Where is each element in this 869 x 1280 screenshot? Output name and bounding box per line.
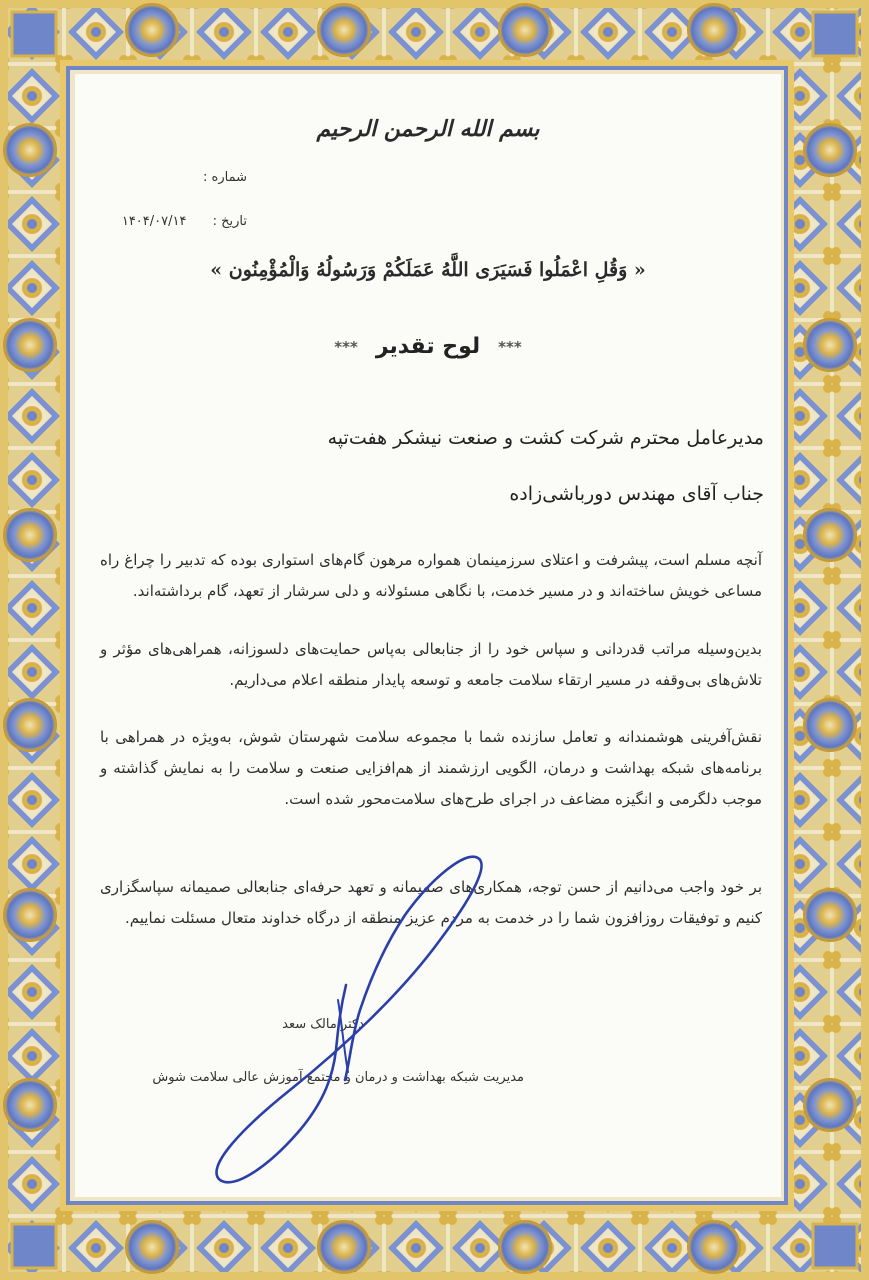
- body-paragraph-3: نقش‌آفرینی هوشمندانه و تعامل سازنده شما با مجموعه سلامت شهرستان شوش، به‌ویژه در همراهی با برنامه‌های شبکه بهداشت و درمان، الگویی ارزشمند از هم‌افزایی صنعت و سلامت را به نمایش گذاشته و موجب دلگرمی و انگیزه مضاعف در اجرای طرح‌های سلامت‌محور شده است.: [100, 728, 762, 808]
- body-paragraph-2: بدین‌وسیله مراتب قدردانی و سپاس خود را از جنابعالی به‌پاس حمایت‌های دلسوزانه، همراهی‌های مؤثر و تلاش‌های بی‌وقفه در مسیر ارتقاء سلامت جامعه و توسعه پایدار منطقه اعلام می‌داریم.: [100, 640, 762, 689]
- date-label: تاریخ :: [212, 214, 247, 229]
- recipient-name: جناب آقای مهندس دورباشی‌زاده: [509, 483, 764, 505]
- title-text: لوح تقدیر: [375, 334, 481, 359]
- basmala-heading: بسم الله الرحمن الرحیم: [316, 116, 540, 142]
- recipient-position: مدیرعامل محترم شرکت کشت و صنعت نیشکر هفت‌تپه: [327, 427, 764, 449]
- body-paragraph-1: آنچه مسلم است، پیشرفت و اعتلای سرزمینمان همواره مرهون گام‌های استواری بوده که تدبیر را چراغ راه مساعی خویش ساخته‌اند و در مسیر خدمت، با نگاهی مسئولانه و دلی سرشار از تعهد، گام برداشته‌اند.: [100, 551, 762, 600]
- date-value: ۱۴۰۴/۰۷/۱۴: [121, 214, 187, 229]
- number-label: شماره :: [203, 170, 247, 185]
- date-row: [122, 214, 247, 229]
- body-paragraph-4: بر خود واجب می‌دانیم از حسن توجه، همکاری‌های صمیمانه و تعهد حرفه‌ای جنابعالی صمیمانه سپاسگزاری کنیم و توفیقات روزافزون شما را در خدمت به مردم عزیز منطقه از درگاه خداوند متعال مسئلت نماییم.: [100, 878, 762, 927]
- title-ornament-left: ***: [334, 338, 358, 356]
- title-ornament-right: ***: [498, 338, 522, 356]
- certificate-title: [75, 334, 781, 359]
- quran-verse: « وَقُلِ اعْمَلُوا فَسَيَرَى اللَّهُ عَمَلَكُمْ وَرَسُولُهُ وَالْمُؤْمِنُون »: [210, 259, 646, 281]
- signatory-name: دکتر مالک سعد: [282, 1017, 364, 1032]
- signatory-title: مدیریت شبکه بهداشت و درمان و مجتمع آموزش عالی سلامت شوش: [152, 1070, 524, 1085]
